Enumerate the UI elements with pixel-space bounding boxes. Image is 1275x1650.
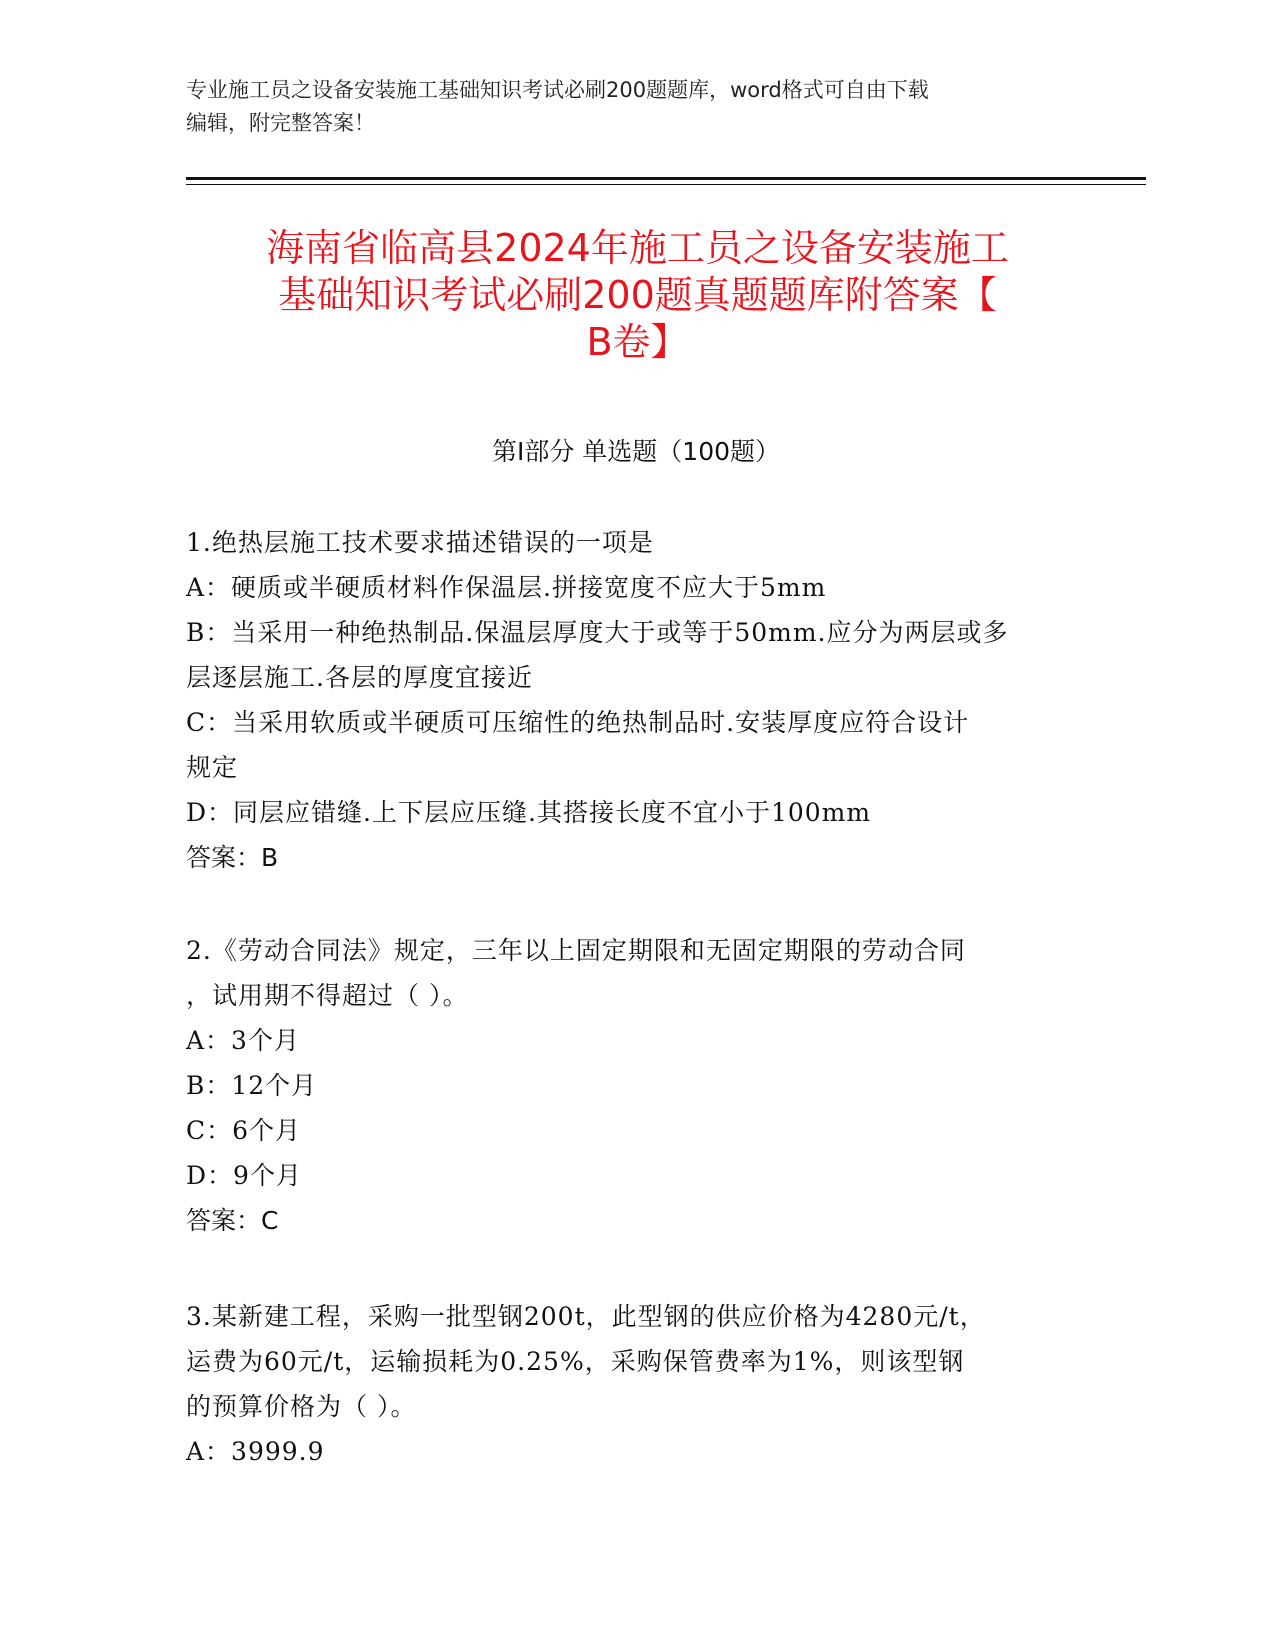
header-note-line-2: 编辑，附完整答案！: [186, 111, 375, 135]
question-2: [186, 928, 1086, 1243]
title-line-1: 海南省临高县2024年施工员之设备安装施工: [266, 226, 1009, 270]
option-b: B：当采用一种绝热制品.保温层厚度大于或等于50mm.应分为两层或多: [186, 618, 1009, 647]
header-note-line-1: 专业施工员之设备安装施工基础知识考试必刷200题题库，word格式可自由下载: [186, 78, 929, 102]
header-divider-thin: [186, 184, 1146, 185]
question-stem-continued: 运费为60元/t，运输损耗为0.25%，采购保管费率为1%，则该型钢: [186, 1347, 965, 1376]
question-stem: 3.某新建工程，采购一批型钢200t，此型钢的供应价格为4280元/t，: [186, 1302, 986, 1331]
option-d: D：9个月: [186, 1161, 302, 1190]
header-note: [186, 74, 1086, 140]
section-heading: 第Ⅰ部分 单选题（100题）: [491, 437, 781, 466]
option-b: B：12个月: [186, 1071, 318, 1100]
option-a: A：硬质或半硬质材料作保温层.拼接宽度不应大于5mm: [186, 573, 827, 602]
question-stem: 2.《劳动合同法》规定，三年以上固定期限和无固定期限的劳动合同: [186, 936, 966, 965]
answer-line: 答案：B: [186, 843, 279, 872]
option-a: A：3999.9: [186, 1437, 325, 1466]
option-b-continued: 层逐层施工.各层的厚度宜接近: [186, 663, 533, 692]
question-3: [186, 1294, 1086, 1474]
title-line-2: 基础知识考试必刷200题真题题库附答案【: [278, 273, 997, 317]
title-line-3: B卷】: [586, 320, 689, 364]
option-d: D：同层应错缝.上下层应压缝.其搭接长度不宜小于100mm: [186, 798, 872, 827]
option-c: C：当采用软质或半硬质可压缩性的绝热制品时.安装厚度应符合设计: [186, 708, 970, 737]
question-1: [186, 520, 1086, 880]
option-c-continued: 规定: [186, 753, 239, 782]
answer-line: 答案：C: [186, 1206, 279, 1235]
option-c: C：6个月: [186, 1116, 302, 1145]
header-divider-thick: [186, 177, 1146, 180]
question-stem-continued: ，试用期不得超过（ ）。: [186, 981, 469, 1010]
document-title: [150, 225, 1125, 366]
question-stem: 1.绝热层施工技术要求描述错误的一项是: [186, 528, 654, 557]
option-a: A：3个月: [186, 1026, 300, 1055]
question-stem-continued: 的预算价格为（ ）。: [186, 1392, 417, 1421]
